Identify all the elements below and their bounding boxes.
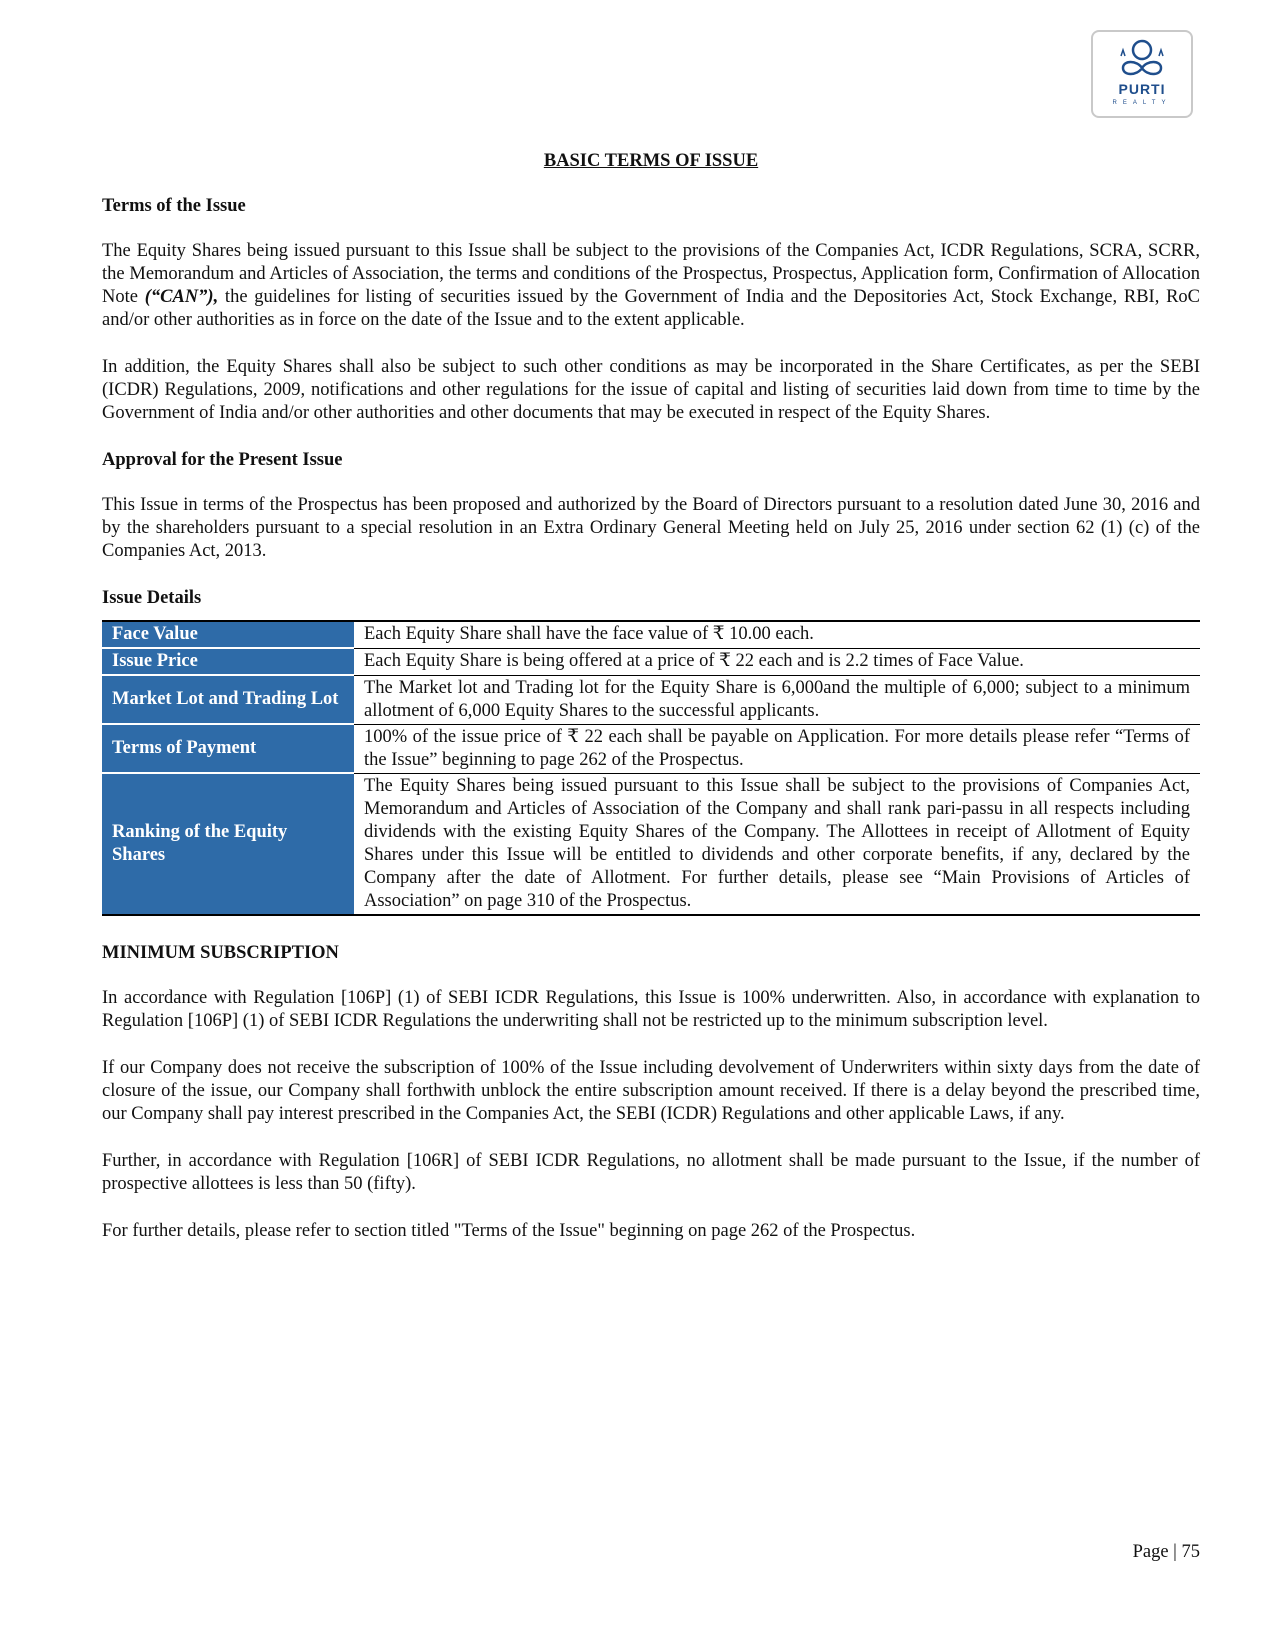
document-body: [102, 150, 1200, 1267]
row-label-face-value: Face Value: [102, 621, 354, 648]
table-row: [102, 621, 1200, 648]
issue-details-heading: Issue Details: [102, 588, 202, 608]
table-row: [102, 724, 1200, 773]
minimum-subscription-paragraph-2: If our Company does not receive the subscription of 100% of the Issue including devolvement of Underwriters within sixty days from the date of closure of the issue, our Company shall forthwith unblock the entire subscription amount received. If there is a delay beyond the prescribed time, our Company shall pay interest prescribed in the Companies Act, the SEBI (ICDR) Regulations and other applicable Laws, if any.: [102, 1057, 1200, 1124]
terms-heading: Terms of the Issue: [102, 196, 246, 216]
row-value-face-value: Each Equity Share shall have the face value of ₹ 10.00 each.: [354, 621, 1200, 648]
row-value-market-lot: The Market lot and Trading lot for the Equity Share is 6,000and the multiple of 6,000; subject to a minimum allotment of 6,000 Equity Shares to the successful applicants.: [354, 675, 1200, 724]
row-label-ranking: Ranking of the Equity Shares: [102, 773, 354, 915]
row-value-terms-of-payment: 100% of the issue price of ₹ 22 each shall be payable on Application. For more details please refer “Terms of the Issue” beginning to page 262 of the Prospectus.: [354, 724, 1200, 773]
row-value-ranking: The Equity Shares being issued pursuant to this Issue shall be subject to the provisions of Companies Act, Memorandum and Articles of Association of the Company and shall rank pari-passu in all respects including dividends with the existing Equity Shares of the Company. The Allottees in receipt of Allotment of Equity Shares under this Issue will be entitled to dividends and other corporate benefits, if any, declared by the Company after the date of Allotment. For further details, please see “Main Provisions of Articles of Association” on page 310 of the Prospectus.: [364, 775, 1190, 911]
table-row: [102, 773, 1200, 915]
minimum-subscription-paragraph-4: For further details, please refer to section titled "Terms of the Issue" beginning on page 262 of the Prospectus.: [102, 1220, 916, 1241]
page-number: Page | 75: [1132, 1542, 1200, 1562]
terms-paragraph-2: In addition, the Equity Shares shall also be subject to such other conditions as may be incorporated in the Share Certificates, as per the SEBI (ICDR) Regulations, 2009, notifications and other regulations for the issue of capital and listing of securities laid down from time to time by the Government of India and/or other authorities and other documents that may be executed in respect of the Equity Shares.: [102, 357, 1200, 423]
can-term: (“CAN”),: [144, 287, 219, 307]
approval-heading: Approval for the Present Issue: [102, 450, 343, 470]
page-title: BASIC TERMS OF ISSUE: [543, 151, 759, 171]
row-label-market-lot: Market Lot and Trading Lot: [102, 675, 354, 724]
issue-details-table: [102, 620, 1200, 916]
minimum-subscription-paragraph-1: In accordance with Regulation [106P] (1) of SEBI ICDR Regulations, this Issue is 100% underwritten. Also, in accordance with explanation to Regulation [106P] (1) of SEBI ICDR Regulations the underwriting shall not be restricted up to the minimum subscription level.: [102, 987, 1200, 1031]
logo-tagline-text: REALTY: [1112, 100, 1172, 106]
row-label-terms-of-payment: Terms of Payment: [102, 724, 354, 773]
table-row: [102, 648, 1200, 675]
terms-paragraph-1-part-b: the guidelines for listing of securities issued by the Government of India and the Depositories Act, Stock Exchange, RBI, RoC and/or other authorities as in force on the date of the Issue and to the extent applicable.: [102, 287, 1200, 330]
terms-paragraph-1-part-a: The Equity Shares being issued pursuant to this Issue shall be subject to the provisions of the Companies Act, ICDR Regulations, SCRA, SCRR, the Memorandum and Articles of Association, the terms and conditions of the Prospectus, Prospectus, Application form, Confirmation of Allocation Note: [102, 241, 1200, 307]
company-logo: [1091, 30, 1193, 118]
logo-brand-text: PURTI: [1118, 81, 1166, 97]
minimum-subscription-paragraph-3: Further, in accordance with Regulation [106R] of SEBI ICDR Regulations, no allotment shall be made pursuant to the Issue, if the number of prospective allottees is less than 50 (fifty).: [102, 1150, 1200, 1194]
terms-paragraph-1: [102, 240, 1200, 332]
approval-paragraph: This Issue in terms of the Prospectus has been proposed and authorized by the Board of Directors pursuant to a resolution dated June 30, 2016 and by the shareholders pursuant to a special resolution in an Extra Ordinary General Meeting held on July 25, 2016 under section 62 (1) (c) of the Companies Act, 2013.: [102, 495, 1200, 561]
row-label-issue-price: Issue Price: [102, 648, 354, 675]
table-row: [102, 675, 1200, 724]
minimum-subscription-heading: MINIMUM SUBSCRIPTION: [102, 942, 339, 963]
row-value-issue-price: Each Equity Share is being offered at a price of ₹ 22 each and is 2.2 times of Face Value.: [354, 648, 1200, 675]
